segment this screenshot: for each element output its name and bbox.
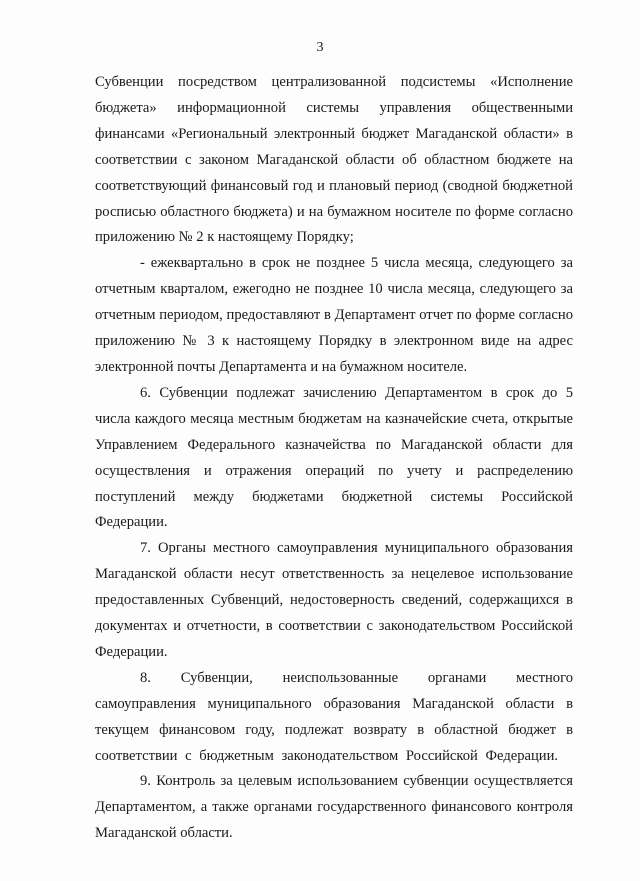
paragraph-quarterly-report: - ежеквартально в срок не позднее 5 числа месяца, следующего за отчетным кварталом, ежегодно не позднее 10 числа месяца, следующего за отчетным периодом, предоставляют в Департамент отчет по форме согласно приложению № 3 к настоящему Порядку в электронном виде на адрес электронной почты Департамента и на бумажном носителе. — [95, 255, 573, 375]
paragraph-subsidy-accounting: Субвенции посредством централизованной подсистемы «Исполнение бюджета» информационной системы управления общественными финансами «Региональный электронный бюджет Магаданской области» в соответствии с законом Магаданской области об областном бюджете на соответствующий финансовый год и плановый период (сводной бюджетной росписью областного бюджета) и на бумажном носителе по форме согласно приложению № 2 к настоящему Порядку; — [95, 74, 573, 246]
page-number: 3 — [316, 40, 324, 55]
paragraph-item-8: 8. Субвенции, неиспользованные органами местного самоуправления муниципального образования Магаданской области в текущем финансовом году, подлежат возврату в областной бюджет в соответствии с бюджетным законодательством Российской Федерации. — [95, 669, 573, 764]
paragraph-item-6: 6. Субвенции подлежат зачислению Департаментом в срок до 5 числа каждого месяца местным бюджетам на казначейские счета, открытые Управлением Федерального казначейства по Магаданской области для осуществления и отражения операций по учету и распределению поступлений между бюджетами бюджетной системы Российской Федерации. — [95, 384, 573, 531]
paragraph-item-9: 9. Контроль за целевым использованием субвенции осуществляется Департаментом, а также органами государственного финансового контроля Магаданской области. — [95, 773, 573, 842]
document-body — [95, 70, 573, 847]
paragraph-item-7: 7. Органы местного самоуправления муниципального образования Магаданской области несут ответственность за нецелевое использование предоставленных Субвенций, недостоверность сведений, содержащихся в документах и отчетности, в соответствии с законодательством Российской Федерации. — [95, 540, 573, 660]
